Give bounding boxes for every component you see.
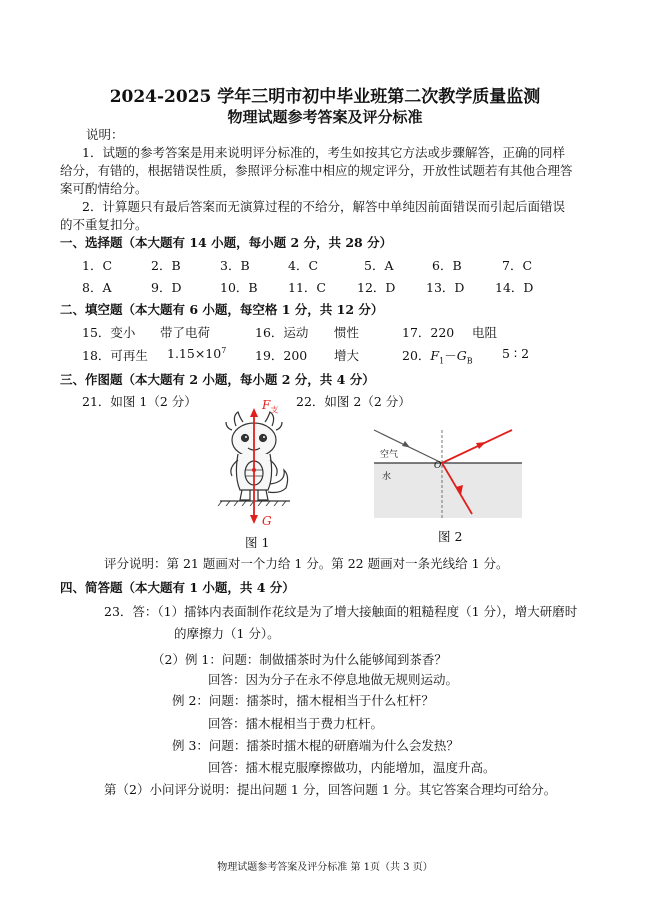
- fig2-air-label: 空气: [380, 450, 399, 460]
- section-3-scoring: 评分说明：第 21 题画对一个力给 1 分。第 22 题画对一条光线给 1 分。: [104, 556, 509, 571]
- q21-label: 21．如图 1（2 分）: [82, 394, 197, 409]
- fig2-caption: 图 2: [438, 529, 463, 544]
- answer-8: 8．A: [82, 280, 112, 295]
- answer-5: 5．A: [364, 258, 394, 273]
- figure-2: [372, 428, 524, 520]
- page-footer: 物理试题参考答案及评分标准 第 1页（共 3 页）: [217, 862, 433, 873]
- answer-13: 13．D: [426, 280, 465, 295]
- ground-hatch: [218, 501, 286, 506]
- section-2-heading: 二、填空题（本大题有 6 小题，每空格 1 分，共 12 分）: [60, 302, 384, 317]
- answer-12: 12．D: [357, 280, 396, 295]
- answer-11: 11．C: [288, 280, 326, 295]
- figure-1: [210, 398, 300, 532]
- q23-scoring: 第（2）小问评分说明：提出问题 1 分，回答问题 1 分。其它答案合理均可给分。: [104, 782, 557, 797]
- page-title: 2024-2025 学年三明市初中毕业班第二次教学质量监测: [109, 87, 541, 107]
- water-region: [374, 463, 522, 518]
- reflected-ray: [442, 430, 512, 463]
- answer-3: 3．B: [220, 258, 250, 273]
- fig2-water-label: 水: [382, 472, 392, 482]
- answer-1: 1．C: [82, 258, 113, 273]
- notes-heading: 说明：: [86, 127, 124, 142]
- fig1-label-F: $F_支$: [262, 398, 279, 415]
- notes-line-1: 1．试题的参考答案是用来说明评分标准的，考生如按其它方法或步骤解答，正确的同样: [82, 145, 565, 160]
- fill-17b: 电阻: [472, 325, 498, 340]
- section-3-heading: 三、作图题（本大题有 2 小题，每小题 2 分，共 4 分）: [60, 372, 375, 387]
- fill-19b: 增大: [334, 348, 360, 363]
- support-force-arrowhead: [250, 408, 258, 417]
- answer-10: 10．B: [220, 280, 258, 295]
- fill-15b: 带了电荷: [160, 325, 211, 340]
- q23-example-3-question: 例 3：问题：擂茶时擂木棍的研磨端为什么会发热？: [172, 738, 459, 753]
- fill-15a: 15．变小: [82, 325, 136, 340]
- q23-example-2-answer: 回答：擂木棍相当于费力杠杆。: [208, 716, 384, 731]
- q23-line-2: 的摩擦力（1 分）。: [174, 626, 280, 641]
- section-4-heading: 四、简答题（本大题有 1 小题，共 4 分）: [60, 580, 295, 595]
- page-subtitle: 物理试题参考答案及评分标准: [227, 108, 423, 126]
- q23-example-3-answer: 回答：擂木棍克服摩擦做功，内能增加，温度升高。: [208, 760, 496, 775]
- force-origin-dot: [252, 468, 256, 472]
- gravity-arrowhead: [250, 515, 258, 524]
- fig1-label-G: G: [262, 514, 272, 528]
- incident-arrowhead: [402, 441, 410, 448]
- q23-example-2-question: 例 2：问题：擂茶时，擂木棍相当于什么杠杆？: [172, 693, 434, 708]
- answer-14: 14．D: [495, 280, 534, 295]
- fill-16b: 惯性: [334, 325, 360, 340]
- q23-line-1: 23．答：（1）擂钵内表面制作花纹是为了增大接触面的粗糙程度（1 分），增大研磨时: [104, 604, 578, 619]
- fill-20b: 5 ∶ 2: [502, 346, 530, 361]
- dragon-figure-icon: [226, 412, 288, 500]
- answer-2: 2．B: [151, 258, 181, 273]
- answer-4: 4．C: [288, 258, 319, 273]
- answer-7: 7．C: [502, 258, 533, 273]
- q23-example-1-question: （2）例 1：问题：制做擂茶时为什么能够闻到茶香？: [152, 652, 447, 667]
- section-1-heading: 一、选择题（本大题有 14 小题，每小题 2 分，共 28 分）: [60, 235, 393, 250]
- fill-18a: 18．可再生: [82, 348, 148, 363]
- fill-16a: 16．运动: [255, 325, 309, 340]
- answer-6: 6．B: [432, 258, 462, 273]
- fill-17a: 17．220: [402, 325, 455, 340]
- fill-19a: 19．200: [255, 348, 308, 363]
- answer-9: 9．D: [151, 280, 182, 295]
- fig2-O-label: O: [434, 461, 442, 471]
- fill-18b: $1.15\times 10^7$: [167, 346, 227, 362]
- q23-example-1-answer: 回答：因为分子在永不停息地做无规则运动。: [208, 672, 459, 687]
- q22-label: 22．如图 2（2 分）: [296, 394, 411, 409]
- notes-line-5: 的不重复扣分。: [60, 217, 148, 232]
- notes-line-4: 2．计算题只有最后答案而无演算过程的不给分，解答中单纯因前面错误而引起后面错误: [82, 199, 565, 214]
- fig1-caption: 图 1: [245, 535, 270, 550]
- notes-line-3: 案可酌情给分。: [60, 181, 148, 196]
- fill-20a: 20．$F_1-G_B$: [402, 348, 473, 366]
- reflected-arrowhead: [476, 442, 486, 449]
- notes-line-2: 给分，有错的，根据错误性质，参照评分标准中相应的规定评分，开放性试题若有其他合理答: [60, 163, 573, 178]
